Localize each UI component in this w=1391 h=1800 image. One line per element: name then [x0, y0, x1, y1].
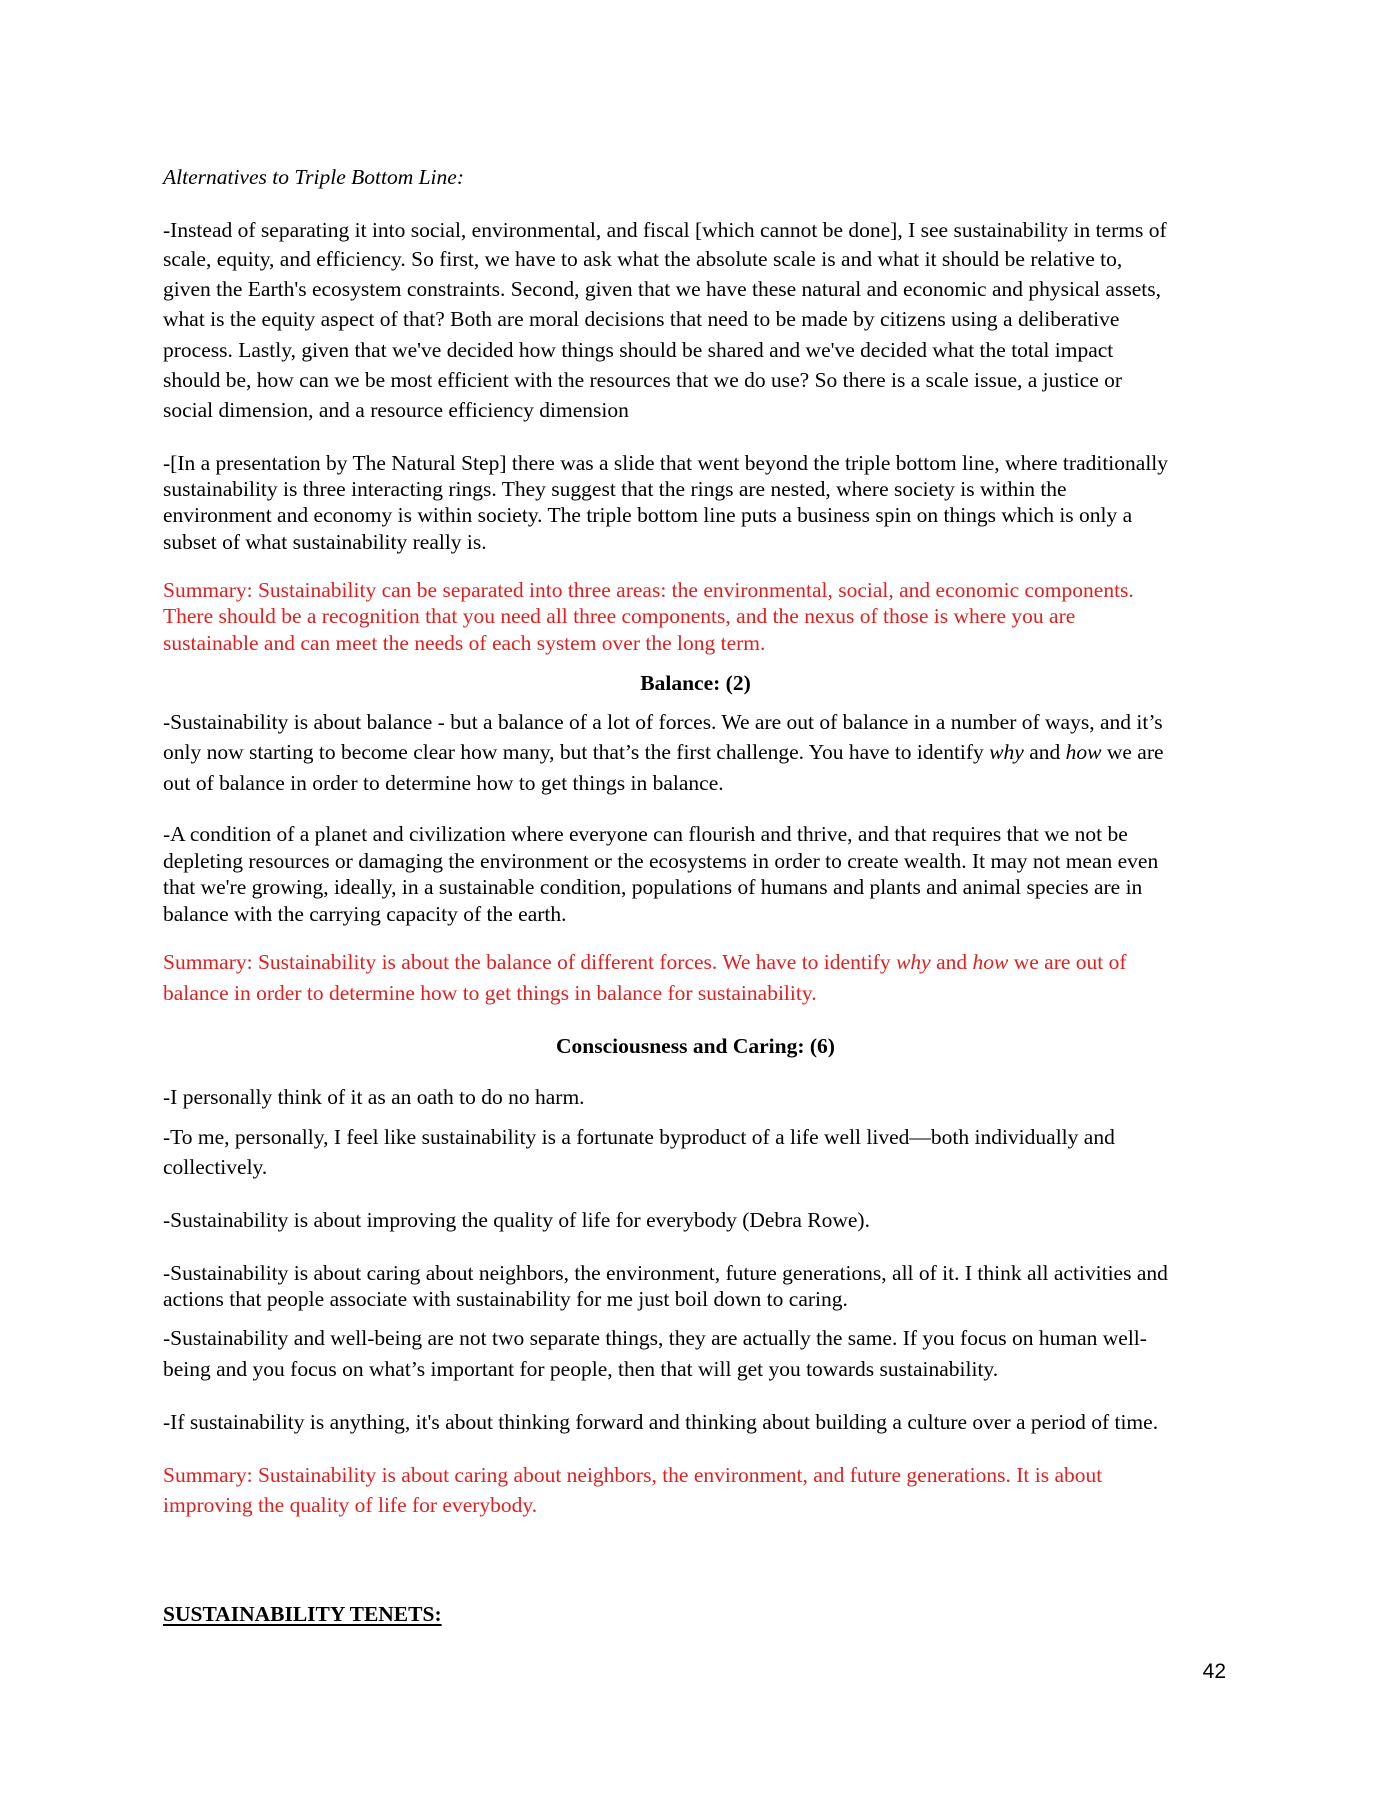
text-line: improving the quality of life for everybody.	[163, 1493, 538, 1517]
text-line: what is the equity aspect of that? Both are moral decisions that need to be made by citizens using a deliberative	[163, 307, 1120, 331]
text-line	[163, 739, 1164, 765]
italic-text: why	[896, 950, 931, 974]
section-heading-tenets: SUSTAINABILITY TENETS:	[163, 1602, 442, 1626]
page-number: 42	[1202, 1660, 1226, 1683]
text-line: process. Lastly, given that we've decided how things should be shared and we've decided what the total impact	[163, 338, 1114, 362]
text-line: -To me, personally, I feel like sustainability is a fortunate byproduct of a life well lived—both individually and	[163, 1125, 1115, 1149]
text-segment: and	[1023, 740, 1066, 764]
text-line: balance in order to determine how to get things in balance for sustainability.	[163, 981, 817, 1005]
text-line: -[In a presentation by The Natural Step] there was a slide that went beyond the triple bottom line, where traditionally	[163, 451, 1169, 475]
text-line: -Sustainability is about caring about neighbors, the environment, future generations, all of it. I think all activities and	[163, 1261, 1168, 1285]
section-heading-alternatives: Alternatives to Triple Bottom Line:	[163, 165, 464, 189]
text-segment: we are	[1101, 740, 1164, 764]
text-line: Summary: Sustainability is about caring about neighbors, the environment, and future generations. It is about	[163, 1463, 1103, 1487]
text-line: that we're growing, ideally, in a sustainable condition, populations of humans and plants and animal species are in	[163, 875, 1143, 899]
italic-text: why	[989, 740, 1024, 764]
text-line: balance with the carrying capacity of the earth.	[163, 902, 567, 926]
text-line: should be, how can we be most efficient with the resources that we do use? So there is a scale issue, a justice or	[163, 368, 1123, 392]
text-line: sustainability is three interacting rings. They suggest that the rings are nested, where society is within the	[163, 477, 1067, 501]
text-line: social dimension, and a resource efficiency dimension	[163, 398, 629, 422]
text-line: -Instead of separating it into social, environmental, and fiscal [which cannot be done], I see sustainability in terms of	[163, 218, 1167, 242]
text-segment: and	[930, 950, 973, 974]
text-line: environment and economy is within society. The triple bottom line puts a business spin on things which is only a	[163, 503, 1133, 527]
text-line: collectively.	[163, 1155, 268, 1179]
text-line: out of balance in order to determine how to get things in balance.	[163, 771, 724, 795]
text-segment: Summary: Sustainability is about the balance of different forces. We have to identify	[163, 950, 897, 974]
text-line: -I personally think of it as an oath to do no harm.	[163, 1085, 585, 1109]
text-line: -Sustainability is about improving the quality of life for everybody (Debra Rowe).	[163, 1208, 870, 1232]
text-line: scale, equity, and efficiency. So first, we have to ask what the absolute scale is and what it should be relative to,	[163, 247, 1123, 271]
text-line: actions that people associate with sustainability for me just boil down to caring.	[163, 1287, 848, 1311]
text-line: -A condition of a planet and civilization where everyone can flourish and thrive, and that requires that we not be	[163, 822, 1128, 846]
text-line: Balance: (2)	[640, 671, 751, 695]
text-line: -If sustainability is anything, it's about thinking forward and thinking about building a culture over a period of time.	[163, 1410, 1159, 1434]
text-line: Summary: Sustainability can be separated into three areas: the environmental, social, and economic components.	[163, 578, 1134, 602]
text-line: being and you focus on what’s important for people, then that will get you towards sustainability.	[163, 1357, 999, 1381]
italic-text: how	[972, 950, 1009, 974]
text-segment: only now starting to become clear how many, but that’s the first challenge. You have to identify	[163, 740, 990, 764]
text-segment: we are out of	[1008, 950, 1127, 974]
text-line: -Sustainability and well-being are not two separate things, they are actually the same. If you focus on human well-	[163, 1326, 1147, 1350]
italic-text: how	[1065, 740, 1102, 764]
text-line: depleting resources or damaging the environment or the ecosystems in order to create wealth. It may not mean even	[163, 849, 1159, 873]
text-line: sustainable and can meet the needs of each system over the long term.	[163, 631, 766, 655]
text-line: Consciousness and Caring: (6)	[556, 1034, 835, 1058]
text-line: given the Earth's ecosystem constraints. Second, given that we have these natural and economic and physical assets,	[163, 277, 1161, 301]
text-line: There should be a recognition that you need all three components, and the nexus of those is where you are	[163, 604, 1076, 628]
text-line: subset of what sustainability really is.	[163, 530, 487, 554]
text-line: -Sustainability is about balance - but a balance of a lot of forces. We are out of balance in a number of ways, and it’s	[163, 710, 1163, 734]
text-line	[163, 949, 1127, 975]
